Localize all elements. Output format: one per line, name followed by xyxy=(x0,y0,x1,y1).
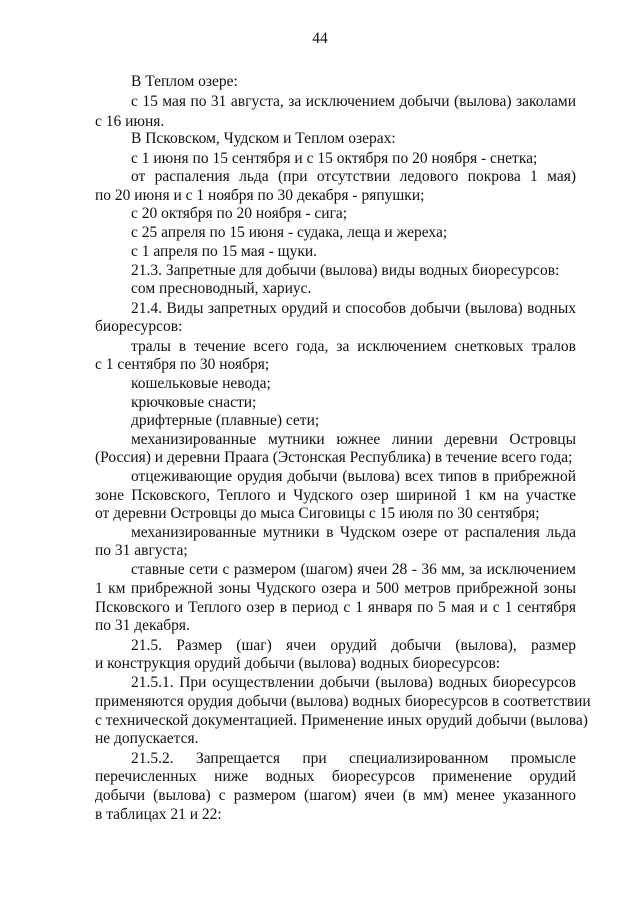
text-line: 21.5.2. Запрещается при специализированном промысле xyxy=(131,750,576,767)
text-line: от распаления льда (при отсутствии ледового покрова 1 мая) xyxy=(131,168,576,185)
text-line: от деревни Островцы до мыса Сиговицы с 15 июля по 30 сентября; xyxy=(95,505,540,522)
text-line: с 16 июня. xyxy=(95,113,165,130)
text-line: по 31 декабря. xyxy=(95,617,190,634)
text-line: по 20 июня и с 1 ноября по 30 декабря - ряпушки; xyxy=(95,187,425,204)
text-line: и конструкция орудий добычи (вылова) водных биоресурсов: xyxy=(95,655,501,672)
text-line: с технической документацией. Применение иных орудий добычи (вылова) xyxy=(95,712,588,729)
text-line: 1 км прибрежной зоны Чудского озера и 500 метров прибрежной зоны xyxy=(95,580,576,597)
text-line: Псковского и Теплого озер в период с 1 января по 5 мая и с 1 сентября xyxy=(95,599,576,616)
text-line: применяются орудия добычи (вылова) водных биоресурсов в соответствии xyxy=(95,693,591,710)
text-line: с 20 октября по 20 ноября - сига; xyxy=(131,205,348,222)
text-line: отцеживающие орудия добычи (вылова) всех типов в прибрежной xyxy=(131,468,576,485)
page-number: 44 xyxy=(312,30,328,47)
text-line: механизированные мутники в Чудском озере от распаления льда xyxy=(131,524,576,541)
text-line: В Теплом озере: xyxy=(131,73,238,90)
text-line: не допускается. xyxy=(95,730,199,747)
text-line: тралы в течение всего года, за исключением снетковых тралов xyxy=(131,338,576,355)
text-line: 21.5.1. При осуществлении добычи (вылова) водных биоресурсов xyxy=(131,674,576,691)
text-line: ставные сети с размером (шагом) ячеи 28 - 36 мм, за исключением xyxy=(131,561,576,578)
text-line: с 25 апреля по 15 июня - судака, леща и жереха; xyxy=(131,224,448,241)
text-line: в таблицах 21 и 22: xyxy=(95,806,222,823)
text-line: 21.5. Размер (шаг) ячеи орудий добычи (вылова), размер xyxy=(131,637,576,654)
text-line: с 1 апреля по 15 мая - щуки. xyxy=(131,243,318,260)
text-line: с 1 июня по 15 сентября и с 15 октября по 20 ноября - снетка; xyxy=(131,150,538,167)
text-line: с 15 мая по 31 августа, за исключением добычи (вылова) заколами xyxy=(131,93,576,110)
text-line: добычи (вылова) с размером (шагом) ячеи (в мм) менее указанного xyxy=(95,787,576,804)
text-line: зоне Псковского, Теплого и Чудского озер шириной 1 км на участке xyxy=(95,487,576,504)
text-line: 21.3. Запретные для добычи (вылова) виды водных биоресурсов: xyxy=(131,262,560,279)
text-line: с 1 сентября по 30 ноября; xyxy=(95,356,270,373)
text-line: 21.4. Виды запретных орудий и способов добычи (вылова) водных xyxy=(131,300,576,317)
text-line: механизированные мутники южнее линии деревни Островцы xyxy=(131,431,576,448)
text-line: В Псковском, Чудском и Теплом озерах: xyxy=(131,130,396,147)
text-line: перечисленных ниже водных биоресурсов применение орудий xyxy=(95,768,576,785)
text-line: биоресурсов: xyxy=(95,318,183,335)
text-line: по 31 августа; xyxy=(95,542,188,559)
text-line: (Россия) и деревни Прааrа (Эстонская Республика) в течение всего года; xyxy=(95,449,573,466)
text-line: кошельковые невода; xyxy=(131,375,271,392)
text-line: крючковые снасти; xyxy=(131,394,257,411)
text-line: дрифтерные (плавные) сети; xyxy=(131,412,320,429)
text-line: сом пресноводный, хариус. xyxy=(131,280,312,297)
